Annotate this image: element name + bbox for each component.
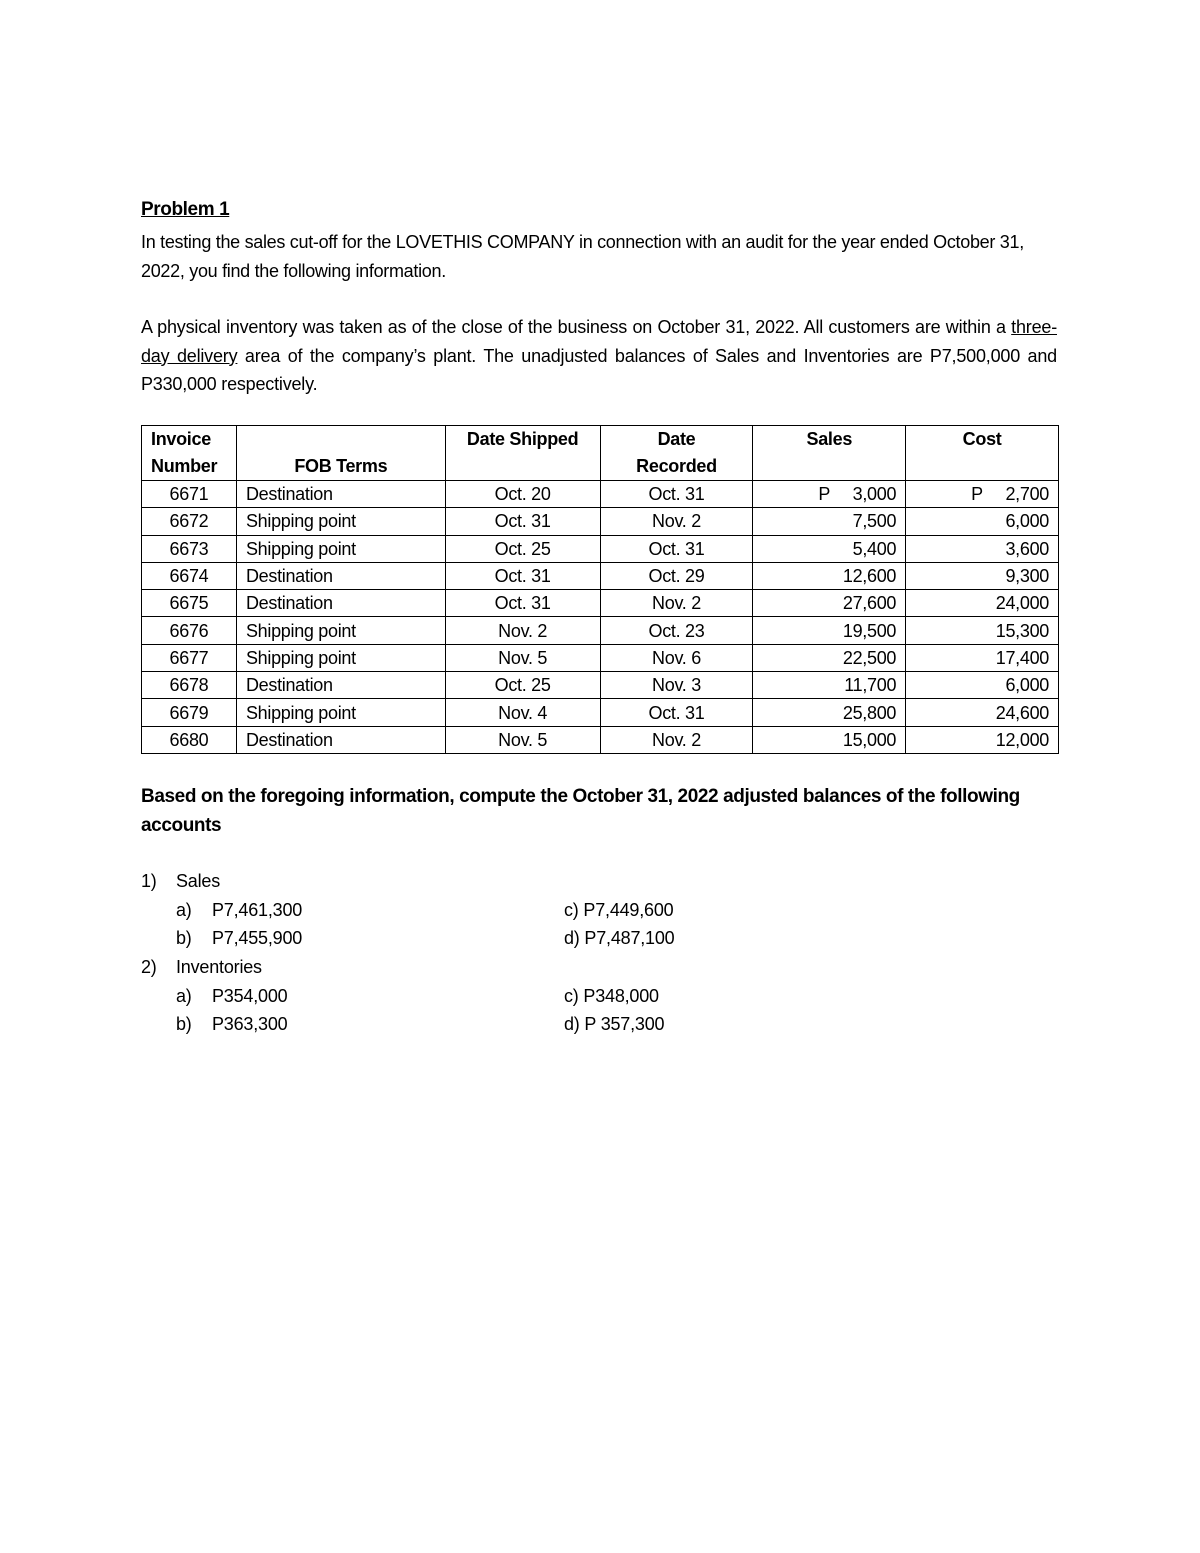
cell-fob-terms: Destination xyxy=(236,590,445,617)
cell-sales: 7,500 xyxy=(753,508,906,535)
table-row xyxy=(142,562,1059,589)
problem-title: Problem 1 xyxy=(141,199,230,220)
answer-list xyxy=(141,867,841,1039)
option-d: d) P 357,300 xyxy=(564,1014,665,1035)
cell-date-shipped: Oct. 31 xyxy=(445,562,600,589)
cell-sales: 15,000 xyxy=(753,726,906,753)
currency-symbol: P xyxy=(971,484,983,505)
cell-invoice: 6673 xyxy=(142,535,237,562)
option-letter: a) xyxy=(176,899,192,920)
cell-fob-terms: Shipping point xyxy=(236,617,445,644)
cell-invoice: 6680 xyxy=(142,726,237,753)
cell-date-shipped: Nov. 5 xyxy=(445,644,600,671)
header-fob-terms: FOB Terms xyxy=(236,426,445,481)
table-row xyxy=(142,481,1059,508)
cell-cost: 24,000 xyxy=(906,590,1059,617)
cell-fob-terms: Shipping point xyxy=(236,535,445,562)
cell-cost: 24,600 xyxy=(906,699,1059,726)
item-label: Sales xyxy=(176,871,221,891)
cell-value: 3,000 xyxy=(852,484,897,505)
cell-date-recorded: Nov. 2 xyxy=(600,590,753,617)
inventory-paragraph-end: area of the company’s plant. The unadjusted balances of Sales and Inventories are P7,500,000 and P330,000 respectively. xyxy=(141,345,1057,394)
cell-sales: 11,700 xyxy=(753,672,906,699)
cell-date-shipped: Nov. 4 xyxy=(445,699,600,726)
cell-fob-terms: Shipping point xyxy=(236,644,445,671)
cell-fob-terms: Destination xyxy=(236,562,445,589)
cell-date-shipped: Oct. 31 xyxy=(445,508,600,535)
cell-cost: 17,400 xyxy=(906,644,1059,671)
cell-date-recorded: Oct. 31 xyxy=(600,535,753,562)
option-a: P7,461,300 xyxy=(212,899,303,920)
option-letter: a) xyxy=(176,985,192,1006)
option-row xyxy=(141,1010,841,1039)
list-item xyxy=(141,867,841,896)
option-a: P354,000 xyxy=(212,985,288,1006)
cell-sales xyxy=(753,481,906,508)
cell-invoice: 6675 xyxy=(142,590,237,617)
cell-date-shipped: Nov. 2 xyxy=(445,617,600,644)
cell-date-shipped: Nov. 5 xyxy=(445,726,600,753)
table-row xyxy=(142,699,1059,726)
intro-paragraph: In testing the sales cut-off for the LOVETHIS COMPANY in connection with an audit for the year ended October 31, 2022, you find the following information. xyxy=(141,232,1024,281)
option-b: P7,455,900 xyxy=(212,928,303,949)
option-b: P363,300 xyxy=(212,1014,288,1035)
cell-fob-terms: Shipping point xyxy=(236,508,445,535)
option-letter: b) xyxy=(176,1014,192,1035)
table-row xyxy=(142,508,1059,535)
cell-invoice: 6678 xyxy=(142,672,237,699)
cell-invoice: 6677 xyxy=(142,644,237,671)
cell-sales: 25,800 xyxy=(753,699,906,726)
list-item xyxy=(141,953,841,982)
table-body xyxy=(142,481,1059,754)
option-letter: b) xyxy=(176,928,192,949)
cell-fob-terms: Destination xyxy=(236,481,445,508)
cell-date-recorded: Nov. 3 xyxy=(600,672,753,699)
cell-sales: 12,600 xyxy=(753,562,906,589)
cell-fob-terms: Destination xyxy=(236,672,445,699)
cell-cost: 15,300 xyxy=(906,617,1059,644)
cell-cost: 6,000 xyxy=(906,508,1059,535)
item-label: Inventories xyxy=(176,957,262,978)
invoice-table xyxy=(141,425,1059,754)
table-row xyxy=(142,617,1059,644)
option-row xyxy=(141,896,841,925)
header-date-recorded: Date Recorded xyxy=(600,426,753,481)
header-date-shipped: Date Shipped xyxy=(445,426,600,481)
item-number: 2) xyxy=(141,957,157,978)
cell-date-recorded: Nov. 2 xyxy=(600,508,753,535)
cell-date-recorded: Oct. 31 xyxy=(600,481,753,508)
cell-date-shipped: Oct. 31 xyxy=(445,590,600,617)
cell-date-shipped: Oct. 25 xyxy=(445,535,600,562)
table-row xyxy=(142,535,1059,562)
header-sales: Sales xyxy=(753,426,906,481)
cell-cost: 3,600 xyxy=(906,535,1059,562)
cell-sales: 22,500 xyxy=(753,644,906,671)
question-text: Based on the foregoing information, compute the October 31, 2022 adjusted balances of the following accounts xyxy=(141,786,1020,836)
cell-date-shipped: Oct. 20 xyxy=(445,481,600,508)
cell-fob-terms: Shipping point xyxy=(236,699,445,726)
cell-sales: 27,600 xyxy=(753,590,906,617)
cell-date-recorded: Nov. 2 xyxy=(600,726,753,753)
cell-invoice: 6674 xyxy=(142,562,237,589)
currency-symbol: P xyxy=(818,484,831,505)
cell-cost: 9,300 xyxy=(906,562,1059,589)
cell-sales: 5,400 xyxy=(753,535,906,562)
table-header-row xyxy=(142,426,1059,481)
option-d: d) P7,487,100 xyxy=(564,928,675,949)
option-row xyxy=(141,924,841,953)
option-c: c) P348,000 xyxy=(564,985,659,1006)
cell-invoice: 6676 xyxy=(142,617,237,644)
cell-date-recorded: Nov. 6 xyxy=(600,644,753,671)
cell-invoice: 6671 xyxy=(142,481,237,508)
cell-fob-terms: Destination xyxy=(236,726,445,753)
table-row xyxy=(142,672,1059,699)
cell-invoice: 6672 xyxy=(142,508,237,535)
cell-date-recorded: Oct. 29 xyxy=(600,562,753,589)
option-row xyxy=(141,982,841,1011)
inventory-paragraph-start: A physical inventory was taken as of the close of the business on October 31, 2022. All customers are within a xyxy=(141,317,1012,337)
cell-date-recorded: Oct. 31 xyxy=(600,699,753,726)
underlined-phrase: three-day delivery xyxy=(141,317,1057,366)
table-row xyxy=(142,590,1059,617)
table-row xyxy=(142,726,1059,753)
cell-value: 2,700 xyxy=(1005,484,1049,505)
cell-cost: 6,000 xyxy=(906,672,1059,699)
table-row xyxy=(142,644,1059,671)
header-cost: Cost xyxy=(906,426,1059,481)
cell-cost xyxy=(906,481,1059,508)
inventory-paragraph xyxy=(141,313,1057,399)
cell-date-shipped: Oct. 25 xyxy=(445,672,600,699)
cell-sales: 19,500 xyxy=(753,617,906,644)
cell-invoice: 6679 xyxy=(142,699,237,726)
item-number: 1) xyxy=(141,871,157,891)
cell-cost: 12,000 xyxy=(906,726,1059,753)
header-invoice-number: Invoice Number xyxy=(142,426,237,481)
cell-date-recorded: Oct. 23 xyxy=(600,617,753,644)
option-c: c) P7,449,600 xyxy=(564,899,674,920)
